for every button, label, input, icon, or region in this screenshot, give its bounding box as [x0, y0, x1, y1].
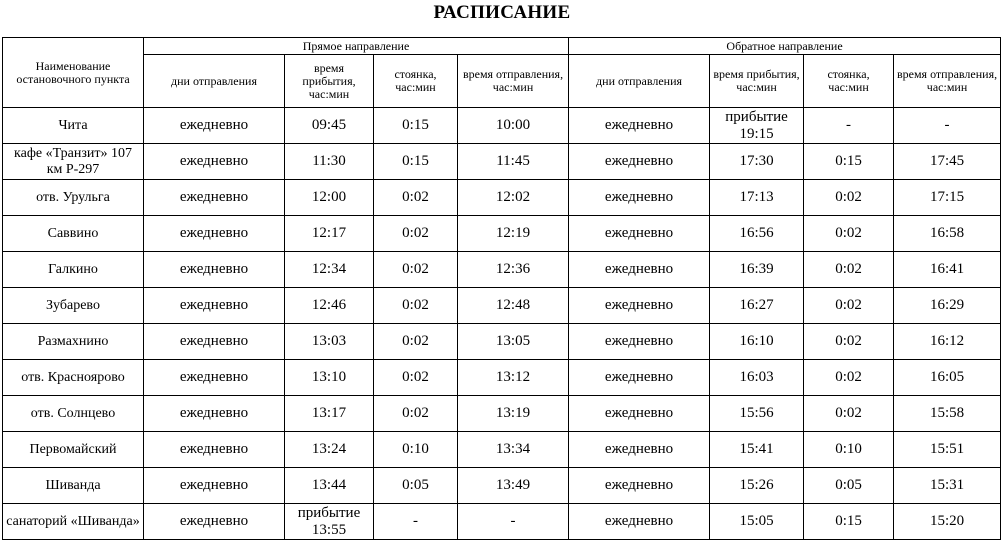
header-forward-arrival: время прибытия, час:мин — [285, 55, 374, 108]
forward-arrival: 13:03 — [285, 324, 374, 360]
reverse-stop: - — [804, 108, 894, 144]
forward-stop: 0:05 — [374, 468, 458, 504]
forward-departure: 12:19 — [458, 216, 569, 252]
reverse-days: ежедневно — [569, 252, 710, 288]
header-forward-departure: время отправления, час:мин — [458, 55, 569, 108]
reverse-stop: 0:02 — [804, 252, 894, 288]
reverse-days: ежедневно — [569, 288, 710, 324]
forward-arrival: 13:44 — [285, 468, 374, 504]
reverse-departure: 17:15 — [894, 180, 1001, 216]
reverse-stop: 0:02 — [804, 180, 894, 216]
reverse-arrival: 15:26 — [710, 468, 804, 504]
forward-departure: 11:45 — [458, 144, 569, 180]
forward-stop: 0:02 — [374, 324, 458, 360]
forward-days: ежедневно — [144, 180, 285, 216]
header-forward-direction: Прямое направление — [144, 38, 569, 55]
forward-departure: 12:48 — [458, 288, 569, 324]
forward-stop: 0:02 — [374, 396, 458, 432]
stop-name: Шиванда — [3, 468, 144, 504]
forward-stop: 0:02 — [374, 252, 458, 288]
reverse-arrival: 15:05 — [710, 504, 804, 540]
table-row — [3, 504, 1001, 540]
reverse-departure: 15:31 — [894, 468, 1001, 504]
table-row — [3, 288, 1001, 324]
forward-days: ежедневно — [144, 108, 285, 144]
reverse-stop: 0:02 — [804, 288, 894, 324]
reverse-stop: 0:02 — [804, 216, 894, 252]
forward-stop: 0:10 — [374, 432, 458, 468]
forward-stop: - — [374, 504, 458, 540]
reverse-arrival: 16:56 — [710, 216, 804, 252]
forward-arrival: 11:30 — [285, 144, 374, 180]
forward-arrival: 09:45 — [285, 108, 374, 144]
forward-departure: 10:00 — [458, 108, 569, 144]
page-title: РАСПИСАНИЕ — [433, 2, 571, 23]
stop-name: Саввино — [3, 216, 144, 252]
forward-arrival: 13:17 — [285, 396, 374, 432]
reverse-arrival: 16:27 — [710, 288, 804, 324]
forward-days: ежедневно — [144, 144, 285, 180]
table-row — [3, 180, 1001, 216]
reverse-stop: 0:05 — [804, 468, 894, 504]
reverse-departure: 16:12 — [894, 324, 1001, 360]
reverse-departure: 15:51 — [894, 432, 1001, 468]
schedule-table — [2, 37, 1001, 540]
stop-name: отв. Урульга — [3, 180, 144, 216]
reverse-stop: 0:15 — [804, 504, 894, 540]
forward-days: ежедневно — [144, 468, 285, 504]
reverse-arrival: прибытие 19:15 — [710, 108, 804, 144]
header-stop-name: Наименование остановочного пункта — [3, 38, 144, 108]
reverse-stop: 0:10 — [804, 432, 894, 468]
forward-departure: 12:02 — [458, 180, 569, 216]
reverse-arrival: 16:10 — [710, 324, 804, 360]
header-reverse-days: дни отправления — [569, 55, 710, 108]
table-row — [3, 360, 1001, 396]
stop-name: Зубарево — [3, 288, 144, 324]
forward-departure: 13:19 — [458, 396, 569, 432]
header-reverse-direction: Обратное направление — [569, 38, 1001, 55]
forward-stop: 0:15 — [374, 108, 458, 144]
stop-name: Галкино — [3, 252, 144, 288]
table-row — [3, 468, 1001, 504]
stop-name: отв. Солнцево — [3, 396, 144, 432]
reverse-arrival: 16:03 — [710, 360, 804, 396]
reverse-days: ежедневно — [569, 324, 710, 360]
table-row — [3, 432, 1001, 468]
reverse-departure: 16:05 — [894, 360, 1001, 396]
forward-arrival: 13:24 — [285, 432, 374, 468]
forward-arrival: 12:17 — [285, 216, 374, 252]
table-row — [3, 216, 1001, 252]
forward-days: ежедневно — [144, 288, 285, 324]
reverse-days: ежедневно — [569, 108, 710, 144]
reverse-days: ежедневно — [569, 468, 710, 504]
forward-days: ежедневно — [144, 360, 285, 396]
reverse-departure: 16:41 — [894, 252, 1001, 288]
reverse-days: ежедневно — [569, 180, 710, 216]
reverse-days: ежедневно — [569, 216, 710, 252]
forward-arrival: прибытие 13:55 — [285, 504, 374, 540]
forward-departure: 13:34 — [458, 432, 569, 468]
reverse-arrival: 16:39 — [710, 252, 804, 288]
reverse-days: ежедневно — [569, 360, 710, 396]
reverse-arrival: 15:41 — [710, 432, 804, 468]
reverse-arrival: 17:30 — [710, 144, 804, 180]
forward-days: ежедневно — [144, 396, 285, 432]
header-forward-days: дни отправления — [144, 55, 285, 108]
table-row — [3, 396, 1001, 432]
header-reverse-arrival: время прибытия, час:мин — [710, 55, 804, 108]
forward-stop: 0:02 — [374, 180, 458, 216]
reverse-departure: 16:29 — [894, 288, 1001, 324]
forward-days: ежедневно — [144, 216, 285, 252]
header-reverse-stop: стоянка, час:мин — [804, 55, 894, 108]
reverse-departure: 15:58 — [894, 396, 1001, 432]
reverse-departure: 16:58 — [894, 216, 1001, 252]
table-row — [3, 144, 1001, 180]
forward-stop: 0:02 — [374, 216, 458, 252]
forward-stop: 0:02 — [374, 288, 458, 324]
stop-name: Чита — [3, 108, 144, 144]
reverse-arrival: 17:13 — [710, 180, 804, 216]
reverse-stop: 0:02 — [804, 324, 894, 360]
reverse-days: ежедневно — [569, 144, 710, 180]
table-row — [3, 252, 1001, 288]
reverse-arrival: 15:56 — [710, 396, 804, 432]
reverse-days: ежедневно — [569, 396, 710, 432]
stop-name: санаторий «Шиванда» — [3, 504, 144, 540]
stop-name: отв. Красноярово — [3, 360, 144, 396]
stop-name: кафе «Транзит» 107 км Р-297 — [3, 144, 144, 180]
reverse-departure: 17:45 — [894, 144, 1001, 180]
forward-days: ежедневно — [144, 432, 285, 468]
reverse-stop: 0:15 — [804, 144, 894, 180]
forward-arrival: 12:46 — [285, 288, 374, 324]
forward-arrival: 12:34 — [285, 252, 374, 288]
stop-name: Первомайский — [3, 432, 144, 468]
header-reverse-departure: время отправления, час:мин — [894, 55, 1001, 108]
table-row — [3, 324, 1001, 360]
forward-days: ежедневно — [144, 324, 285, 360]
reverse-days: ежедневно — [569, 432, 710, 468]
reverse-departure: - — [894, 108, 1001, 144]
forward-departure: 13:49 — [458, 468, 569, 504]
forward-departure: 13:05 — [458, 324, 569, 360]
forward-stop: 0:02 — [374, 360, 458, 396]
reverse-stop: 0:02 — [804, 396, 894, 432]
reverse-departure: 15:20 — [894, 504, 1001, 540]
forward-departure: 13:12 — [458, 360, 569, 396]
reverse-stop: 0:02 — [804, 360, 894, 396]
table-row — [3, 108, 1001, 144]
forward-days: ежедневно — [144, 504, 285, 540]
forward-arrival: 13:10 — [285, 360, 374, 396]
forward-stop: 0:15 — [374, 144, 458, 180]
reverse-days: ежедневно — [569, 504, 710, 540]
stop-name: Размахнино — [3, 324, 144, 360]
header-forward-stop: стоянка, час:мин — [374, 55, 458, 108]
forward-days: ежедневно — [144, 252, 285, 288]
forward-departure: - — [458, 504, 569, 540]
forward-departure: 12:36 — [458, 252, 569, 288]
forward-arrival: 12:00 — [285, 180, 374, 216]
